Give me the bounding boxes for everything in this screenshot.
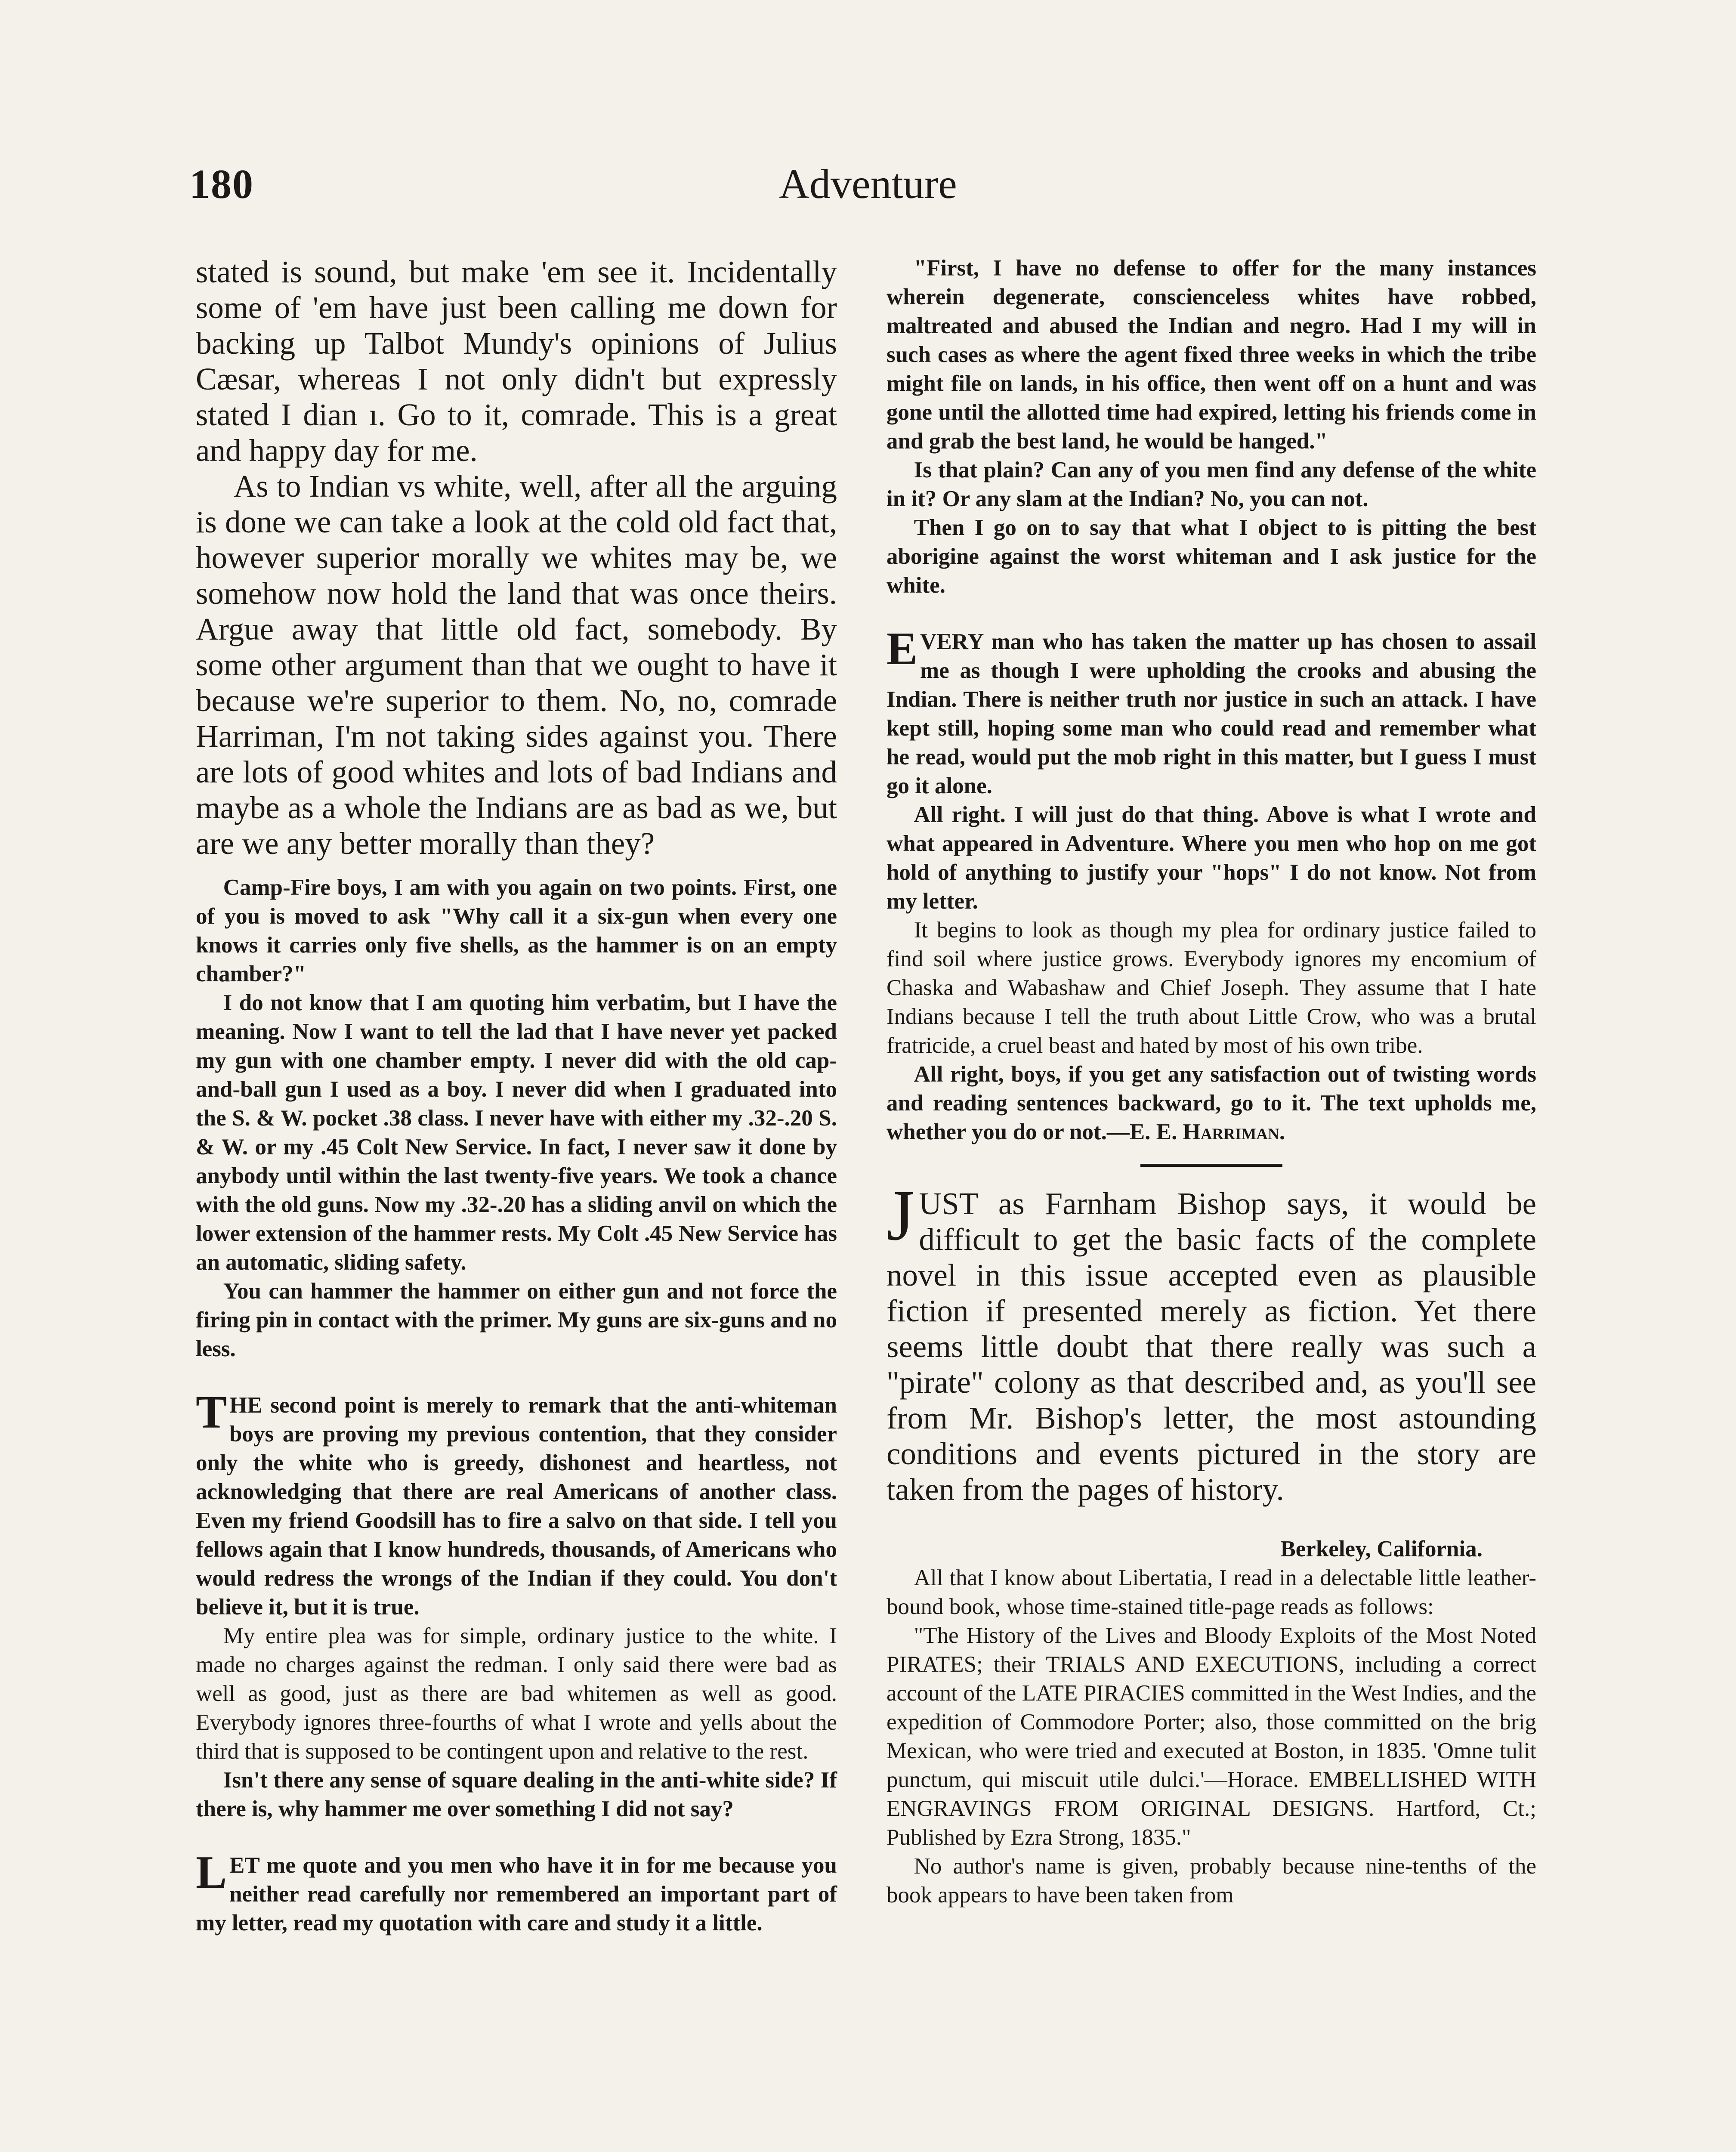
drop-cap: E [887, 623, 918, 674]
paragraph-text: HE second point is merely to remark that the anti-whiteman boys are proving my previous contention, that they consider only the white who is greedy, dishonest and heartless, not acknowledging that there are real Americans of another class. Even my friend Goodsill has to fire a salvo on that side. I tell you fellows again that I know hundreds, thousands, of Americans who would redress the wrongs of the Indian if they could. You don't believe it, but it is true. [196, 1393, 837, 1620]
paragraph-text: ET me quote and you men who have it in for me because you neither read carefully nor remembered an important part of my letter, read my quotation with care and study it a little. [196, 1853, 837, 1936]
section-rule [1140, 1164, 1282, 1167]
paragraph: stated is sound, but make 'em see it. Incidentally some of 'em have just been calling me down for backing up Talbot Mundy's opinions of Julius Cæsar, whereas I not only didn't but expressly stated I dian ı. Go to it, comrade. This is a great and happy day for me. [196, 254, 837, 468]
left-column [196, 254, 837, 1938]
letter-paragraph: You can hammer the hammer on either gun and not force the firing pin in contact with the primer. My guns are six-guns and no less. [196, 1279, 837, 1361]
letter-dateline: Berkeley, California. [1280, 1537, 1483, 1561]
letter-paragraph: No author's name is given, probably because nine-tenths of the book appears to have been taken from [887, 1854, 1536, 1908]
letter-paragraph: All that I know about Libertatia, I read in a delectable little leather-bound book, whose time-stained title-page reads as follows: [887, 1565, 1536, 1619]
letter-paragraph [196, 1847, 837, 1938]
right-column [887, 254, 1536, 1910]
letter-paragraph: Is that plain? Can any of you men find any defense of the white in it? Or any slam at the Indian? No, you can not. [887, 458, 1536, 511]
paragraph-text: All right, boys, if you get any satisfaction out of twisting words and reading sentences backward, go to it. The text upholds me, whether you do or not.— [887, 1062, 1536, 1144]
letter-paragraph: "The History of the Lives and Bloody Exploits of the Most Noted PIRATES; their TRIALS AND EXECUTIONS, including a correct account of the LATE PIRACIES committed in the West Indies, and the expedition of Commodore Porter; also, those committed on the brig Mexican, who were tried and executed at Boston, in 1835. 'Omne tulit punctum, qui miscuit utile dulci.'—Horace. EMBELLISHED WITH ENGRAVINGS FROM ORIGINAL DESIGNS. Hartford, Ct.; Published by Ezra Strong, 1835." [887, 1623, 1536, 1850]
quoted-letter: "First, I have no defense to offer for the many instances wherein degenerate, conscienceless whites have robbed, maltreated and abused the Indian and negro. Had I my will in such cases as where the agent fixed three weeks in which the tribe might file on lands, in his office, then went off on a hunt and was gone until the allotted time had expired, letting his friends come in and grab the best land, he would be hanged." [887, 256, 1536, 454]
letter-paragraph: It begins to look as though my plea for ordinary justice failed to find soil where justice grows. Everybody ignores my encomium of Chaska and Wabashaw and Chief Joseph. They assume that I hate Indians because I tell the truth about Little Crow, who was a brutal fratricide, a cruel beast and hated by most of his own tribe. [887, 918, 1536, 1058]
page-header [189, 160, 1547, 220]
letter-paragraph [887, 623, 1536, 801]
letter-paragraph: I do not know that I am quoting him verbatim, but I have the meaning. Now I want to tell the lad that I have never yet packed my gun with one chamber empty. I never did with the old cap-and-ball gun I used as a boy. I never did when I graduated into the S. & W. pocket .38 class. I never have with either my .32-.20 S. & W. or my .45 Colt New Service. In fact, I never saw it done by anybody until within the last twenty-five years. We took a chance with the old guns. Now my .32-.20 has a sliding anvil on which the lower extension of the hammer rests. My Colt .45 New Service has an automatic, sliding safety. [196, 990, 837, 1275]
running-head: Adventure [779, 161, 957, 207]
letter-paragraph: Then I go on to say that what I object to is pitting the best aborigine against the worst whiteman and I ask justice for the white. [887, 515, 1536, 598]
paragraph: As to Indian vs white, well, after all the arguing is done we can take a look at the cold old fact that, however superior morally we whites may be, we somehow now hold the land that was once theirs. Argue away that little old fact, somebody. By some other argument than that we ought to have it because we're superior to them. No, no, comrade Harriman, I'm not taking sides against you. There are lots of good whites and lots of bad Indians and maybe as a whole the Indians are as bad as we, but are we any better morally than they? [196, 469, 837, 861]
editorial-paragraph [887, 1175, 1536, 1507]
letter-paragraph: My entire plea was for simple, ordinary justice to the white. I made no charges against the redman. I only said there were bad as well as good, just as there are bad whitemen as well as good. Everybody ignores three-fourths of what I wrote and yells about the third that is supposed to be contingent upon and relative to the rest. [196, 1623, 837, 1764]
letter-paragraph: Camp-Fire boys, I am with you again on two points. First, one of you is moved to ask "Why call it a six-gun when every one knows it carries only five shells, as the hammer is on an empty chamber?" [196, 875, 837, 986]
letter-paragraph [887, 1060, 1536, 1147]
drop-cap: L [196, 1847, 227, 1898]
letter-paragraph [196, 1387, 837, 1622]
page-number: 180 [189, 161, 254, 207]
paragraph-text: UST as Farnham Bishop says, it would be difficult to get the basic facts of the complete novel in this issue accepted even as plausible fiction if presented merely as fiction. Yet there seems little doubt that there really was such a "pirate" colony as that described and, as you'll see from Mr. Bishop's letter, the most astounding conditions and events pictured in the story are taken from the pages of history. [887, 1186, 1536, 1507]
letter-paragraph: Isn't there any sense of square dealing in the anti-white side? If there is, why hammer me over something I did not say? [196, 1768, 837, 1821]
paragraph-text: VERY man who has taken the matter up has chosen to assail me as though I were upholding the crooks and abusing the Indian. There is neither truth nor justice in such an attack. I have kept still, hoping some man who could read and remember what he read, would put the mob right in this matter, but I guess I must go it alone. [887, 629, 1536, 798]
drop-cap: T [196, 1387, 227, 1438]
signature: E. E. Harriman. [1129, 1119, 1285, 1144]
letter-paragraph: All right. I will just do that thing. Above is what I wrote and what appeared in Adventure. Where you men who hop on me got hold of anything to justify your "hops" I do not know. Not from my letter. [887, 802, 1536, 914]
drop-cap: J [887, 1175, 915, 1255]
